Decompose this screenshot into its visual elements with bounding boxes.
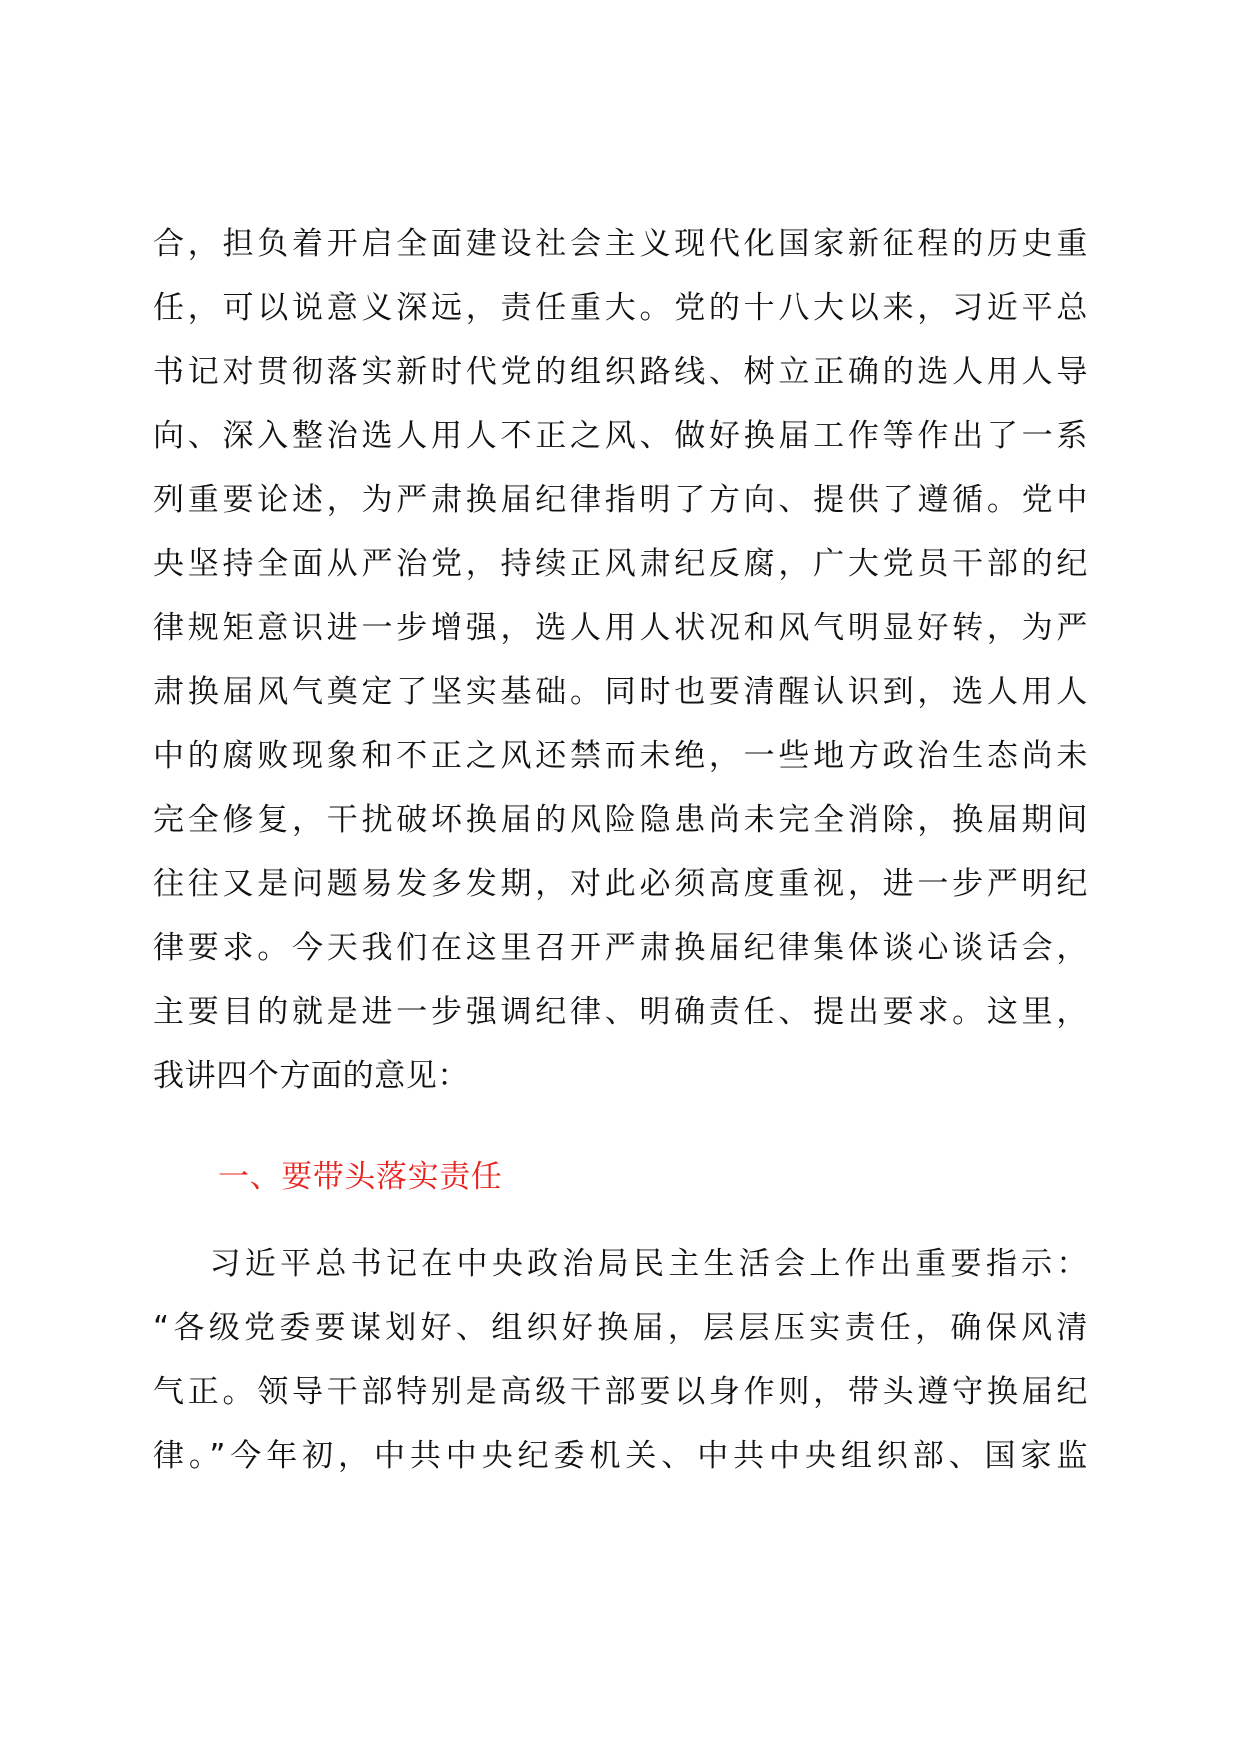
paragraph-line: 往往又是问题易发多发期，对此必须高度重视，进一步严明纪 <box>153 866 1088 902</box>
paragraph-line: 主要目的就是进一步强调纪律、明确责任、提出要求。这里， <box>153 994 1088 1030</box>
paragraph-line: 我讲四个方面的意见： <box>153 1058 469 1094</box>
paragraph-line: 合，担负着开启全面建设社会主义现代化国家新征程的历史重 <box>153 226 1088 262</box>
section-heading: 一、要带头落实责任 <box>218 1159 503 1195</box>
paragraph-line: 央坚持全面从严治党，持续正风肃纪反腐，广大党员干部的纪 <box>153 546 1088 582</box>
paragraph-line: 肃换届风气奠定了坚实基础。同时也要清醒认识到，选人用人 <box>153 674 1088 710</box>
paragraph-line: 习近平总书记在中央政治局民主生活会上作出重要指示： <box>153 1246 1088 1282</box>
paragraph-line: 书记对贯彻落实新时代党的组织路线、树立正确的选人用人导 <box>153 354 1088 390</box>
paragraph-line: “各级党委要谋划好、组织好换届，层层压实责任，确保风清 <box>153 1310 1088 1346</box>
paragraph-line: 向、深入整治选人用人不正之风、做好换届工作等作出了一系 <box>153 418 1088 454</box>
paragraph-line: 列重要论述，为严肃换届纪律指明了方向、提供了遵循。党中 <box>153 482 1088 518</box>
paragraph-line: 律。”今年初，中共中央纪委机关、中共中央组织部、国家监 <box>153 1438 1088 1474</box>
paragraph-line: 任，可以说意义深远，责任重大。党的十八大以来，习近平总 <box>153 290 1088 326</box>
paragraph-line: 律规矩意识进一步增强，选人用人状况和风气明显好转，为严 <box>153 610 1088 646</box>
paragraph-line: 中的腐败现象和不正之风还禁而未绝，一些地方政治生态尚未 <box>153 738 1088 774</box>
body-paragraph-1 <box>153 212 1088 1108</box>
paragraph-line: 气正。领导干部特别是高级干部要以身作则，带头遵守换届纪 <box>153 1374 1088 1410</box>
body-paragraph-2 <box>153 1232 1088 1488</box>
paragraph-line: 律要求。今天我们在这里召开严肃换届纪律集体谈心谈话会， <box>153 930 1088 966</box>
paragraph-line: 完全修复，干扰破坏换届的风险隐患尚未完全消除，换届期间 <box>153 802 1088 838</box>
